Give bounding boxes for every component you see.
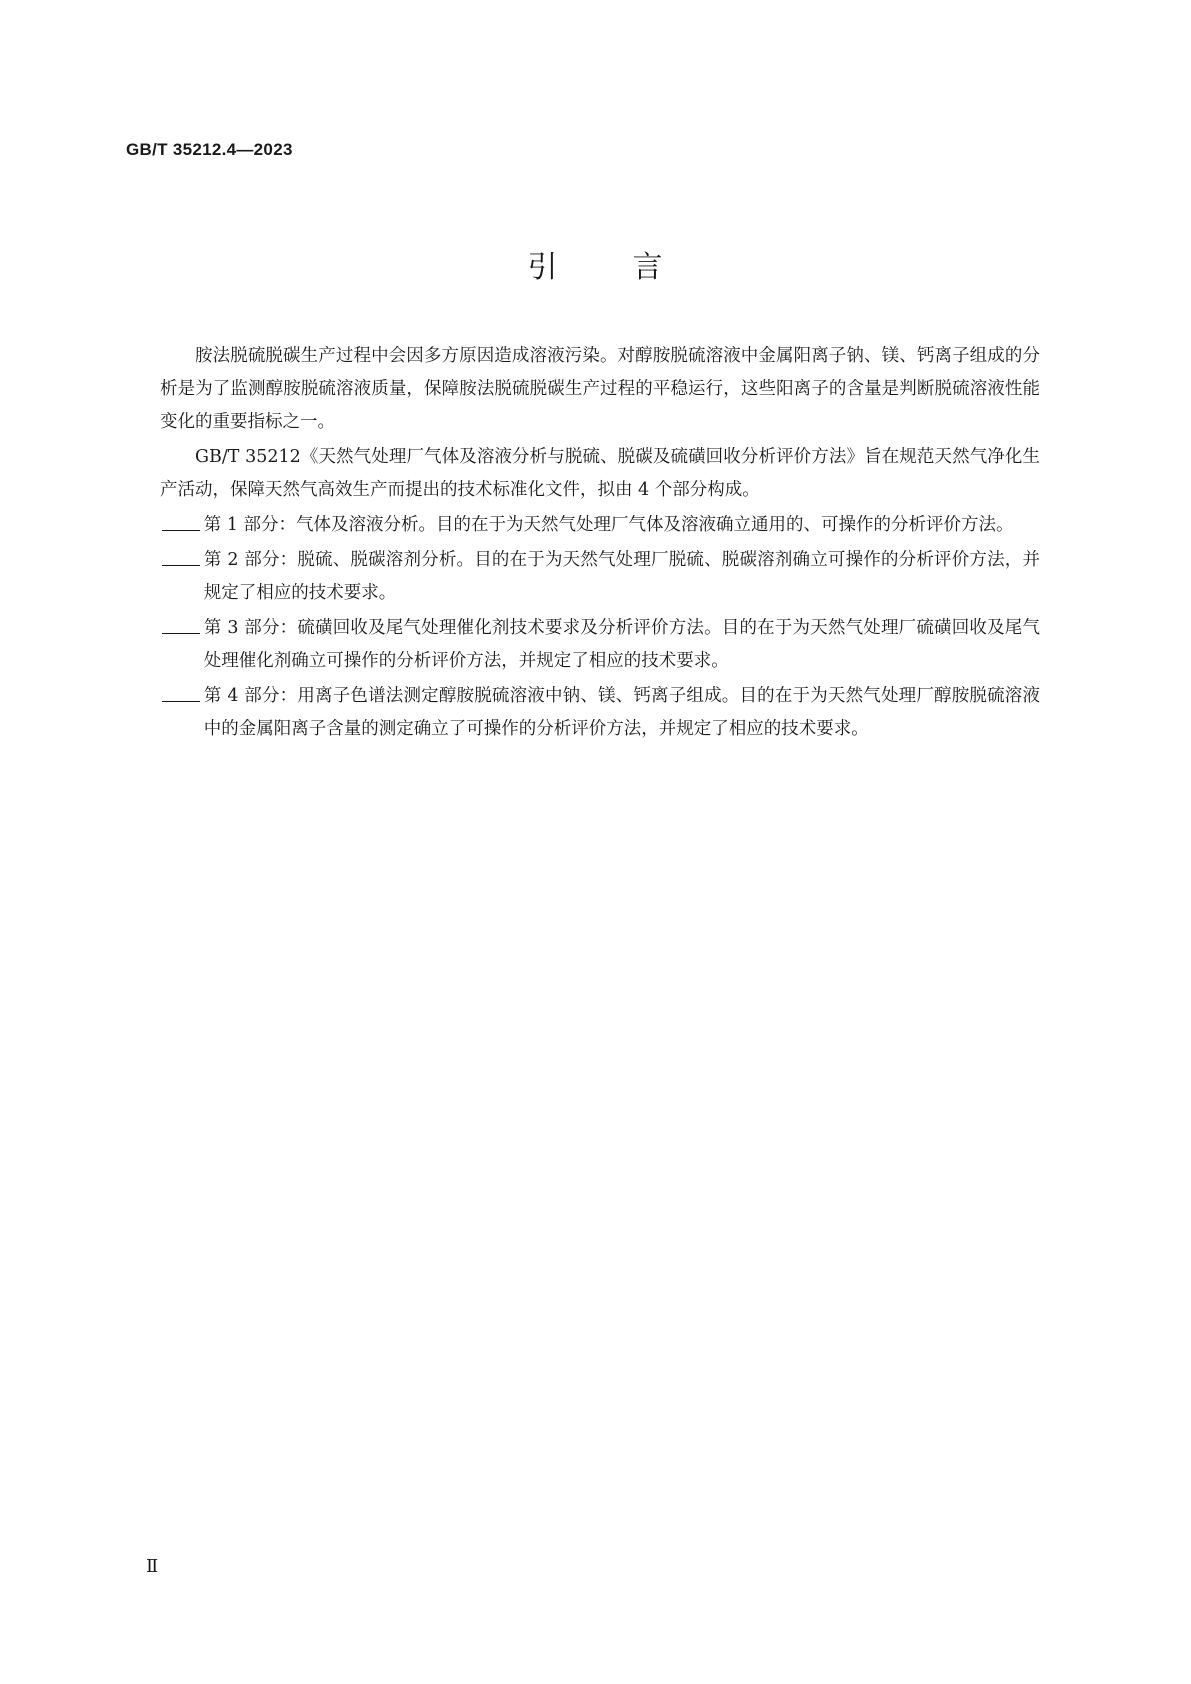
list-item-text: 第 2 部分：脱硫、脱碳溶剂分析。目的在于为天然气处理厂脱硫、脱碳溶剂确立可操作的分析评价方法，并规定了相应的技术要求。 <box>203 550 1040 603</box>
list-item-text: 第 4 部分：用离子色谱法测定醇胺脱硫溶液中钠、镁、钙离子组成。目的在于为天然气处理厂醇胺脱硫溶液中的金属阳离子含量的测定确立了可操作的分析评价方法，并规定了相应的技术要求。 <box>203 686 1040 739</box>
list-item-part-2 <box>160 544 1040 610</box>
list-item-part-4 <box>160 680 1040 746</box>
title-char-2: 言 <box>632 250 664 285</box>
standard-code: GB/T 35212.4—2023 <box>126 140 293 159</box>
paragraph-1: 胺法脱硫脱碳生产过程中会因多方原因造成溶液污染。对醇胺脱硫溶液中金属阳离子钠、镁、钙离子组成的分析是为了监测醇胺脱硫溶液质量，保障胺法脱硫脱碳生产过程的平稳运行，这些阳离子的含量是判断脱硫溶液性能变化的重要指标之一。 <box>160 346 1040 432</box>
list-item-part-3 <box>160 612 1040 678</box>
title-char-1: 引 <box>527 250 559 285</box>
list-item-text: 第 3 部分：硫磺回收及尾气处理催化剂技术要求及分析评价方法。目的在于为天然气处理厂硫磺回收及尾气处理催化剂确立可操作的分析评价方法，并规定了相应的技术要求。 <box>203 618 1040 671</box>
list-item-part-1 <box>160 509 1040 542</box>
paragraph-2: GB/T 35212《天然气处理厂气体及溶液分析与脱硫、脱碳及硫磺回收分析评价方法》旨在规范天然气净化生产活动，保障天然气高效生产而提出的技术标准化文件，拟由 4 个部分构成。 <box>160 447 1040 500</box>
list-item-text: 第 1 部分：气体及溶液分析。目的在于为天然气处理厂气体及溶液确立通用的、可操作的分析评价方法。 <box>203 515 1014 535</box>
page-number: Ⅱ <box>146 1556 159 1577</box>
page-title <box>0 242 1191 286</box>
introduction-body <box>160 340 1040 748</box>
